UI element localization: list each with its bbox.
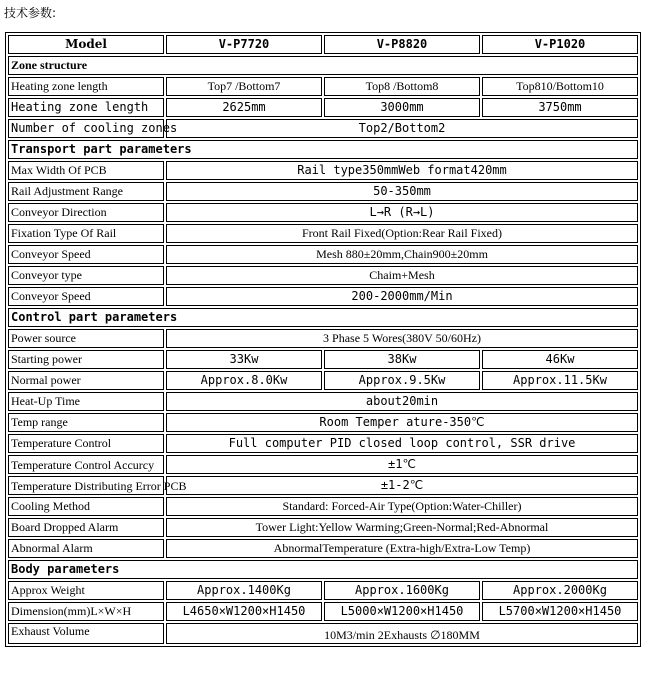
row-label: Temp range (8, 413, 164, 432)
cell-value: 38Kw (324, 350, 480, 369)
row-label: Rail Adjustment Range (8, 182, 164, 201)
cell-value: Top2/Bottom2 (166, 119, 638, 138)
cell-value: Tower Light:Yellow Warming;Green-Normal;Red-Abnormal (166, 518, 638, 537)
cell-value: ±1-2℃ (166, 476, 638, 495)
row-label: Conveyor Speed (8, 287, 164, 306)
row-label: Power source (8, 329, 164, 348)
table-row (8, 161, 638, 180)
section-title: Body parameters (8, 560, 638, 579)
row-label: Abnormal Alarm (8, 539, 164, 558)
table-row (8, 350, 638, 369)
row-label: Temperature Control Accurcy (8, 455, 164, 474)
row-label: Max Width Of PCB (8, 161, 164, 180)
cell-value: Top7 /Bottom7 (166, 77, 322, 96)
cell-value: Approx.2000Kg (482, 581, 638, 600)
table-row (8, 539, 638, 558)
row-label: Conveyor Speed (8, 245, 164, 264)
cell-value: Full computer PID closed loop control, SSR drive (166, 434, 638, 453)
cell-value: ±1℃ (166, 455, 638, 474)
table-row (8, 392, 638, 411)
row-label: Temperature Control (8, 434, 164, 453)
cell-value: 3000mm (324, 98, 480, 117)
table-row (8, 413, 638, 432)
cell-value: Approx.1400Kg (166, 581, 322, 600)
row-label: Exhaust Volume (8, 623, 164, 644)
section-row (8, 56, 638, 75)
cell-value: 33Kw (166, 350, 322, 369)
table-row (8, 518, 638, 537)
section-row (8, 560, 638, 579)
section-title: Control part parameters (8, 308, 638, 327)
table-row (8, 98, 638, 117)
cell-value: 46Kw (482, 350, 638, 369)
cell-value: 2625mm (166, 98, 322, 117)
section-row (8, 308, 638, 327)
table-header-row (8, 35, 638, 54)
cell-value: Chaim+Mesh (166, 266, 638, 285)
spec-caption: 技术参数: (4, 6, 57, 20)
cell-value: Approx.1600Kg (324, 581, 480, 600)
row-label: Approx Weight (8, 581, 164, 600)
cell-value: Mesh 880±20mm,Chain900±20mm (166, 245, 638, 264)
table-row (8, 602, 638, 621)
row-label: Starting power (8, 350, 164, 369)
cell-value: Approx.8.0Kw (166, 371, 322, 390)
table-row (8, 623, 638, 644)
cell-value: AbnormalTemperature (Extra-high/Extra-Low Temp) (166, 539, 638, 558)
cell-value: 3750mm (482, 98, 638, 117)
row-label: Board Dropped Alarm (8, 518, 164, 537)
table-row (8, 455, 638, 474)
table-row (8, 224, 638, 243)
model-header: Model (8, 35, 164, 54)
section-row (8, 140, 638, 159)
table-row (8, 329, 638, 348)
cell-value: L5700×W1200×H1450 (482, 602, 638, 621)
cell-value: Front Rail Fixed(Option:Rear Rail Fixed) (166, 224, 638, 243)
table-row (8, 287, 638, 306)
row-label: Number of cooling zones (8, 119, 164, 138)
section-title: Zone structure (8, 56, 638, 75)
cell-value: Approx.11.5Kw (482, 371, 638, 390)
row-label: Normal power (8, 371, 164, 390)
table-row (8, 266, 638, 285)
cell-value: 10M3/min 2Exhausts ∅180MM (166, 623, 638, 644)
cell-value: 3 Phase 5 Wores(380V 50/60Hz) (166, 329, 638, 348)
table-row (8, 203, 638, 222)
row-label: Cooling Method (8, 497, 164, 516)
cell-value: Room Temper ature-350℃ (166, 413, 638, 432)
spec-table (5, 32, 641, 647)
cell-value: Approx.9.5Kw (324, 371, 480, 390)
cell-value: Top8 /Bottom8 (324, 77, 480, 96)
model-name: V-P1020 (482, 35, 638, 54)
row-label: Dimension(mm)L×W×H (8, 602, 164, 621)
cell-value: L5000×W1200×H1450 (324, 602, 480, 621)
row-label: Heating zone length (8, 98, 164, 117)
table-row (8, 497, 638, 516)
table-row (8, 182, 638, 201)
model-name: V-P7720 (166, 35, 322, 54)
table-row (8, 371, 638, 390)
cell-value: L4650×W1200×H1450 (166, 602, 322, 621)
table-row (8, 434, 638, 453)
cell-value: Standard: Forced-Air Type(Option:Water-Chiller) (166, 497, 638, 516)
row-label: Conveyor Direction (8, 203, 164, 222)
table-row (8, 119, 638, 138)
section-title: Transport part parameters (8, 140, 638, 159)
table-row (8, 581, 638, 600)
cell-value: about20min (166, 392, 638, 411)
cell-value: 50-350mm (166, 182, 638, 201)
table-row (8, 476, 638, 495)
cell-value: Top810/Bottom10 (482, 77, 638, 96)
cell-value: L→R (R→L) (166, 203, 638, 222)
row-label: Conveyor type (8, 266, 164, 285)
model-name: V-P8820 (324, 35, 480, 54)
table-row (8, 77, 638, 96)
row-label: Temperature Distributing Error PCB (8, 476, 164, 495)
cell-value: Rail type350mmWeb format420mm (166, 161, 638, 180)
row-label: Fixation Type Of Rail (8, 224, 164, 243)
cell-value: 200-2000mm/Min (166, 287, 638, 306)
row-label: Heating zone length (8, 77, 164, 96)
table-row (8, 245, 638, 264)
row-label: Heat-Up Time (8, 392, 164, 411)
